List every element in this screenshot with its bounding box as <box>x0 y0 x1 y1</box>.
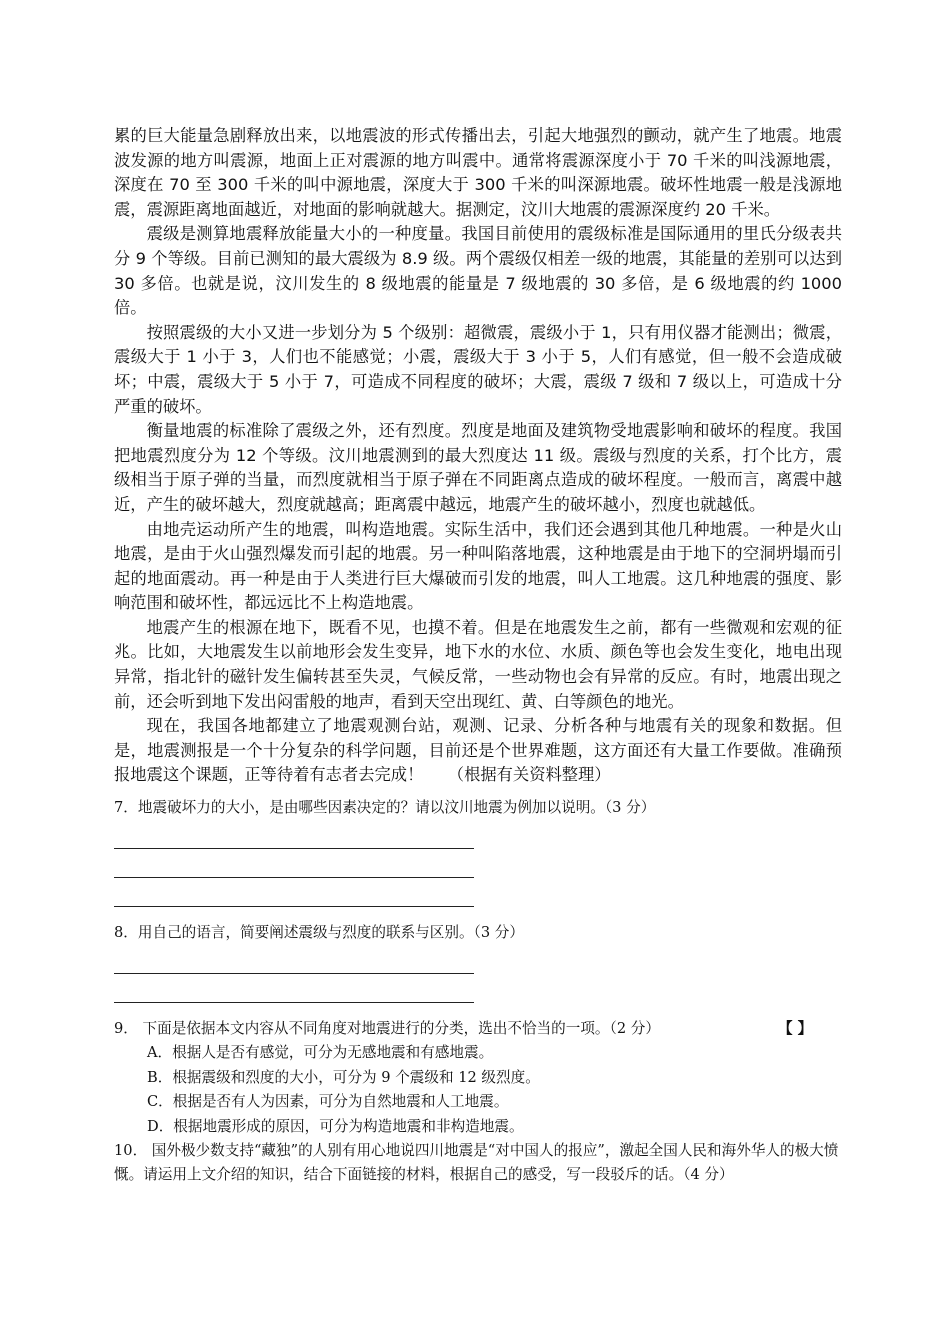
answer-line-q7-3[interactable] <box>114 878 474 907</box>
question-9: 9． 下面是依据本文内容从不同角度对地震进行的分类，选出不恰当的一项。（2 分） <box>114 1020 660 1037</box>
article-paragraph-1: 累的巨大能量急剧释放出来，以地震波的形式传播出去，引起大地强烈的颤动，就产生了地震。地震波发源的地方叫震源，地面上正对震源的地方叫震中。通常将震源深度小于 70 千米的叫浅源地震，深度在 70 至 300 千米的叫中源地震，深度大于 300 千米的叫深源地震。破坏性地震一般是浅源地震，震源距离地面越近，对地面的影响就越大。据测定，汶川大地震的震源深度约 20 千米。 <box>114 126 842 219</box>
option-b: B．根据震级和烈度的大小，可分为 9 个震级和 12 级烈度。 <box>147 1068 540 1086</box>
article-paragraph-3: 按照震级的大小又进一步划分为 5 个级别：超微震，震级小于 1，只有用仪器才能测出；微震，震级大于 1 小于 3，人们也不能感觉；小震，震级大于 3 小于 5，人们有感觉，但一般不会造成破坏；中震，震级大于 5 小于 7，可造成不同程度的破坏；大震，震级 7 级和 7 级以上，可造成十分严重的破坏。 <box>114 322 842 416</box>
option-d: D．根据地震形成的原因，可分为构造地震和非构造地震。 <box>147 1117 524 1135</box>
article-paragraph-5: 由地壳运动所产生的地震，叫构造地震。实际生活中，我们还会遇到其他几种地震。一种是火山地震，是由于火山强烈爆发而引起的地震。另一种叫陷落地震，这种地震是由于地下的空洞坍塌而引起的地面震动。再一种是由于人类进行巨大爆破而引发的地震，叫人工地震。这几种地震的强度、影响范围和破坏性，都远远比不上构造地震。 <box>114 519 842 613</box>
question-9-options <box>114 1041 842 1139</box>
source-note: （根据有关资料整理） <box>447 765 611 785</box>
answer-line-q7-2[interactable] <box>114 849 474 878</box>
question-8: 8．用自己的语言，简要阐述震级与烈度的联系与区别。（3 分） <box>114 924 524 941</box>
question-10: 10． 国外极少数支持“藏独”的人别有用心地说四川地震是“对中国人的报应”，激起全国人民和海外华人的极大愤慨。请运用上文介绍的知识，结合下面链接的材料，根据自己的感受，写一段驳斥的话。（4 分） <box>114 1142 839 1183</box>
article-paragraph-7-text: 现在，我国各地都建立了地震观测台站，观测、记录、分析各种与地震有关的现象和数据。但是，地震测报是一个十分复杂的科学问题，目前还是个世界难题，这方面还有大量工作要做。准确预报地震这个课题，正等待着有志者去完成！ <box>114 716 842 785</box>
option-a: A．根据人是否有感觉，可分为无感地震和有感地震。 <box>147 1044 494 1061</box>
questions-section <box>114 796 842 1187</box>
article-paragraph-7 <box>114 714 842 788</box>
question-7: 7．地震破坏力的大小，是由哪些因素决定的？请以汶川地震为例加以说明。（3 分） <box>114 799 656 816</box>
article-paragraph-6: 地震产生的根源在地下，既看不见，也摸不着。但是在地震发生之前，都有一些微观和宏观的征兆。比如，大地震发生以前地形会发生变异，地下水的水位、水质、颜色等也会发生变化，地电出现异常，指北针的磁针发生偏转甚至失灵，气候反常，一些动物也会有异常的反应。有时，地震出现之前，还会听到地下发出闷雷般的地声，看到天空出现红、黄、白等颜色的地光。 <box>114 617 842 711</box>
answer-line-q8-2[interactable] <box>114 974 474 1003</box>
question-9-row <box>114 1017 842 1041</box>
article-paragraph-2: 震级是测算地震释放能量大小的一种度量。我国目前使用的震级标准是国际通用的里氏分级表共分 9 个等级。目前已测知的最大震级为 8.9 级。两个震级仅相差一级的地震，其能量的差别可以达到 30 多倍。也就是说，汶川发生的 8 级地震的能量是 7 级地震的 30 多倍，是 6 级地震的约 1000 倍。 <box>114 224 842 318</box>
article-paragraph-4: 衡量地震的标准除了震级之外，还有烈度。烈度是地面及建筑物受地震影响和破坏的程度。我国把地震烈度分为 12 个等级。汶川地震测到的最大烈度达 11 级。震级与烈度的关系，打个比方，震级相当于原子弹的当量，而烈度就相当于原子弹在不同距离点造成的破坏程度。一般而言，离震中越近，产生的破坏越大，烈度就越高；距离震中越远，地震产生的破坏越小，烈度也就越低。 <box>114 421 842 514</box>
option-c: C．根据是否有人为因素，可分为自然地震和人工地震。 <box>147 1093 509 1110</box>
article-body <box>114 124 842 788</box>
answer-line-q8-1[interactable] <box>114 945 474 974</box>
answer-bracket[interactable]: 【 】 <box>778 1020 813 1037</box>
answer-line-q7-1[interactable] <box>114 820 474 849</box>
